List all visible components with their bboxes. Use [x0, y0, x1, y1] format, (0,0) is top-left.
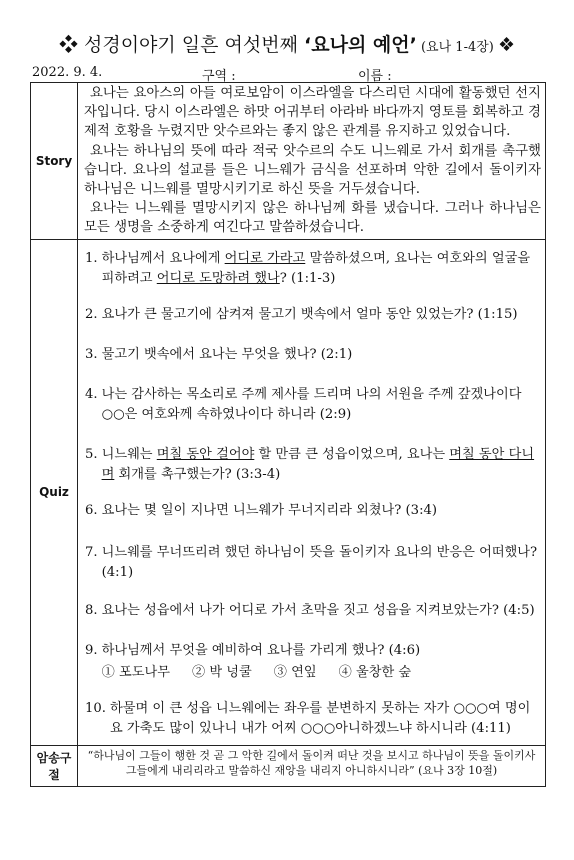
- quiz-row: [31, 239, 546, 745]
- question-text: 요나는 성읍에서 나가 어디로 가서 초막을 짓고 성읍을 지켜보았는가? (4:5): [101, 602, 535, 618]
- question-number: 4.: [85, 386, 98, 402]
- question-number: 10.: [85, 700, 106, 716]
- question-text: 요나가 큰 물고기에 삼켜져 물고기 뱃속에서 얼마 동안 있었는가? (1:15): [101, 306, 518, 322]
- question-number: 2.: [85, 306, 98, 322]
- quiz-label: Quiz: [31, 239, 78, 745]
- question-number: 1.: [85, 250, 98, 266]
- quiz-question: [85, 601, 538, 621]
- answer-option: ③ 연잎: [273, 664, 317, 680]
- quiz-question: [85, 699, 538, 739]
- quiz-question: [85, 249, 538, 289]
- quiz-question: [85, 445, 538, 485]
- story-cell: [78, 83, 546, 240]
- quiz-question: [85, 345, 538, 365]
- question-number: 7.: [85, 544, 98, 560]
- title-prefix: ❖ 성경이야기 일흔 여섯번째: [58, 34, 305, 56]
- memory-row: [31, 745, 546, 786]
- date-text: 2022. 9. 4.: [32, 65, 103, 80]
- question-text: 하나님께서 무엇을 예비하여 요나를 가리게 했나? (4:6) ① 포도나무 ② 박 넝쿨 ③ 연잎 ④ 울창한 숲: [102, 641, 538, 683]
- question-number: 8.: [85, 602, 98, 618]
- quiz-question: [85, 305, 538, 325]
- underlined-phrase: 며칠 동안 걸어야: [156, 446, 255, 462]
- question-text: 니느웨는 며칠 동안 걸어야 할 만큼 큰 성읍이었으며, 요나는 며칠 동안 다니며 회개를 촉구했는가? (3:3-4): [101, 446, 535, 482]
- question-number: 9.: [85, 642, 98, 658]
- question-text: 물고기 뱃속에서 요나는 무엇을 했나? (2:1): [101, 346, 353, 362]
- question-number: 3.: [85, 346, 98, 362]
- quiz-cell: [78, 239, 546, 745]
- answer-option: ④ 울창한 숲: [338, 664, 412, 680]
- memory-label: 암송구절: [31, 745, 78, 786]
- story-paragraph: 요나는 요아스의 아들 여로보암이 이스라엘을 다스리던 시대에 활동했던 선지자입니다. 당시 이스라엘은 하맛 어귀부터 아라바 바다까지 영토를 회복하고 경제적 호황을 누렸지만 앗수르와는 좋지 않은 관계를 유지하고 있었습니다.: [84, 86, 541, 140]
- answer-options: [102, 663, 538, 683]
- worksheet-title: [0, 30, 574, 57]
- question-text: 요나는 몇 일이 지나면 니느웨가 무너지리라 외쳤나? (3:4): [101, 502, 438, 518]
- title-reference: (요나 1-4장): [416, 40, 498, 55]
- quiz-question: [85, 385, 538, 425]
- area-label: 구역 :: [202, 69, 236, 84]
- quiz-question: [85, 501, 538, 521]
- underlined-phrase: 며칠 동안 다니며: [101, 446, 535, 482]
- worksheet-table: [30, 82, 546, 787]
- title-bold: ‘요나의 예언’: [304, 34, 417, 56]
- title-suffix: ❖: [498, 34, 516, 56]
- memory-verse: “하나님이 그들이 행한 것 곧 그 악한 길에서 돌이켜 떠난 것을 보시고 하나님이 뜻을 돌이키사 그들에게 내리리라고 말씀하신 재앙을 내리지 아니하시니라” (요나 3장 10절): [78, 745, 546, 786]
- story-paragraph: 요나는 하나님의 뜻에 따라 적국 앗수르의 수도 니느웨로 가서 회개를 촉구했습니다. 요나의 설교를 들은 니느웨가 금식을 선포하며 악한 길에서 돌이키자 하나님은 니느웨를 멸망시키기로 하신 뜻을 거두셨습니다.: [84, 143, 541, 198]
- question-number: 5.: [85, 446, 98, 462]
- story-paragraph: 요나는 니느웨를 멸망시키지 않은 하나님께 화를 냈습니다. 그러나 하나님은 모든 생명을 소중하게 여긴다고 말씀하셨습니다.: [84, 201, 541, 236]
- underlined-phrase: 어디로 도망하려 했나: [156, 270, 280, 286]
- question-number: 6.: [85, 502, 98, 518]
- answer-option: ① 포도나무: [101, 664, 170, 680]
- question-text: 하물며 이 큰 성읍 니느웨에는 좌우를 분변하지 못하는 자가 ○○○여 명이요 가축도 많이 있나니 내가 어찌 ○○○아니하겠느냐 하시니라 (4:11): [109, 700, 531, 736]
- story-row: [31, 83, 546, 240]
- answer-option: ② 박 넝쿨: [191, 664, 252, 680]
- name-label: 이름 :: [358, 69, 392, 84]
- question-text: 나는 감사하는 목소리로 주께 제사를 드리며 나의 서원을 주께 갚겠나이다 ○○은 여호와께 속하였나이다 하니라 (2:9): [101, 386, 522, 422]
- quiz-question: [85, 641, 538, 683]
- question-text: 하나님께서 요나에게 어디로 가라고 말씀하셨으며, 요나는 여호와의 얼굴을 피하려고 어디로 도망하려 했나? (1:1-3): [101, 250, 531, 286]
- story-label: Story: [31, 83, 78, 240]
- underlined-phrase: 어디로 가라고: [224, 250, 306, 266]
- quiz-question: [85, 543, 538, 583]
- question-text: 니느웨를 무너뜨리려 했던 하나님이 뜻을 돌이키자 요나의 반응은 어떠했나? (4:1): [101, 544, 538, 580]
